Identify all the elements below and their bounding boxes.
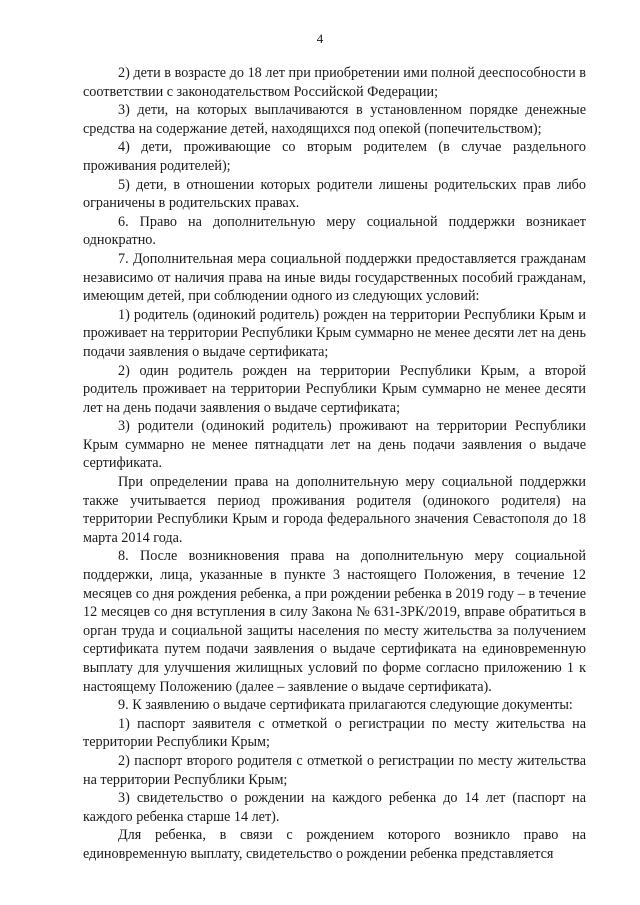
- page-number: 4: [316, 31, 324, 46]
- paragraph-document-3: 3) свидетельство о рождении на каждого ребенка до 14 лет (паспорт на каждого ребенка старше 14 лет).: [83, 790, 586, 825]
- paragraph-children-age-18: 2) дети в возрасте до 18 лет при приобретении ими полной дееспособности в соответствии с законодательством Российской Федерации;: [83, 65, 586, 100]
- paragraph-document-2: 2) паспорт второго родителя с отметкой о регистрации по месту жительства на территории Республики Крым;: [83, 752, 586, 788]
- paragraph-residence-period: При определении права на дополнительную меру социальной поддержки также учитывается период проживания родителя (одинокого родителя) на территории Республики Крым и города федерального значения Севастополя до 18 марта 2014 года.: [83, 474, 586, 546]
- paragraph-children-guardianship: 3) дети, на которых выплачиваются в установленном порядке денежные средства на содержание детей, находящихся под опекой (попечительством);: [83, 102, 586, 137]
- paragraph-condition-3: 3) родители (одинокий родитель) проживают на территории Республики Крым суммарно не менее пятнадцати лет на день подачи заявления о выдаче сертификата.: [83, 418, 586, 472]
- paragraph-item-6: 6. Право на дополнительную меру социальной поддержки возникает однократно.: [83, 213, 586, 249]
- paragraph-children-deprived-rights: 5) дети, в отношении которых родители лишены родительских прав либо ограничены в родительских правах.: [83, 176, 586, 212]
- paragraph-condition-2: 2) один родитель рожден на территории Республики Крым, а второй родитель проживает на территории Республики Крым суммарно не менее десяти лет на день подачи заявления о выдаче сертификата;: [83, 362, 586, 416]
- paragraph-condition-1: 1) родитель (одинокий родитель) рожден на территории Республики Крым и проживает на территории Республики Крым суммарно не менее десяти лет на день подачи заявления о выдаче сертификата;: [83, 306, 586, 360]
- paragraph-item-9: 9. К заявлению о выдаче сертификата прилагаются следующие документы:: [118, 697, 573, 714]
- paragraph-children-second-parent: 4) дети, проживающие со вторым родителем (в случае раздельного проживания родителей);: [83, 139, 586, 174]
- paragraph-item-7: 7. Дополнительная мера социальной поддержки предоставляется гражданам независимо от наличия права на иные виды государственных пособий гражданам, имеющим детей, при соблюдении одного из следующих условий:: [83, 250, 586, 305]
- paragraph-birth-certificate: Для ребенка, в связи с рождением которого возникло право на единовременную выплату, свидетельство о рождении ребенка представляется: [83, 827, 586, 862]
- document-body: [83, 64, 586, 864]
- paragraph-item-8: 8. После возникновения права на дополнительную меру социальной поддержки, лица, указанные в пункте 3 настоящего Положения, в течение 12 месяцев со дня рождения ребенка, а при рождении ребенка в 2019 году – в течение 12 месяцев со дня вступления в силу Закона № 631-ЗРК/2019, вправе обратиться в орган труда и социальной защиты населения по месту жительства за получением сертификата путем подачи заявления о выдаче сертификата на единовременную выплату для улучшения жилищных условий по форме согласно приложению 1 к настоящему Положению (далее – заявление о выдаче сертификата).: [83, 548, 586, 695]
- paragraph-document-1: 1) паспорт заявителя с отметкой о регистрации по месту жительства на территории Республики Крым;: [83, 715, 586, 751]
